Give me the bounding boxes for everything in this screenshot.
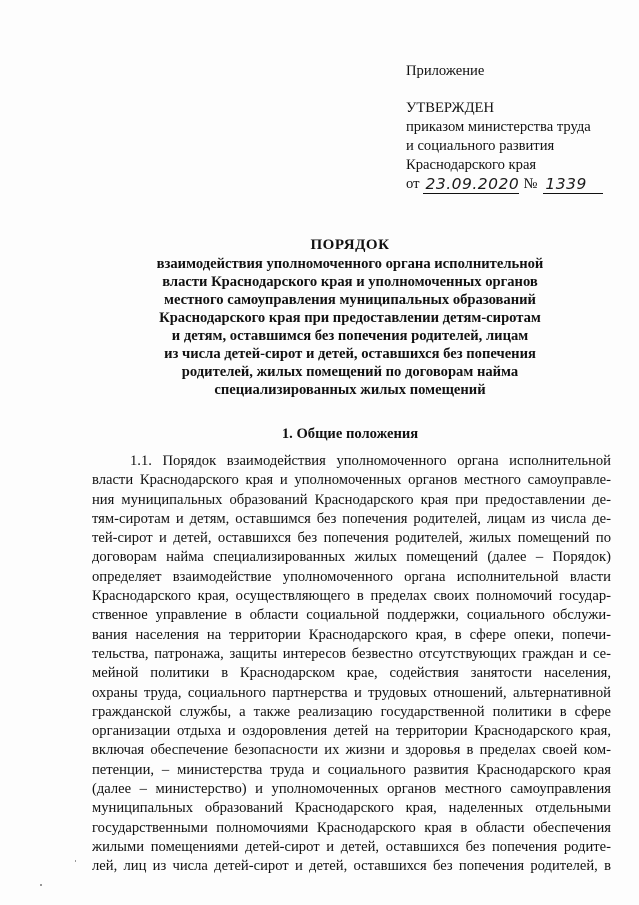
body-line: вания населения на территории Краснодарского края, в сфере опеки, попечи-	[92, 626, 611, 643]
approval-line: и социального развития	[406, 138, 555, 154]
body-line: гражданской службы, а также реализацию государственной политики в сфере	[92, 703, 611, 720]
body-line: тям-сиротам и детям, оставшимся без попечения родителей, лицам из числа де-	[92, 510, 611, 527]
body-line: петенции, – министерства труда и социального развития Краснодарского края	[92, 761, 611, 778]
body-line: власти Краснодарского края и уполномоченных органов местного самоуправле-	[92, 472, 611, 489]
body-line: договорам найма специализированных жилых помещений (далее – Порядок)	[92, 549, 611, 566]
body-line: (далее – министерство) и уполномоченных органов местного самоуправления	[92, 781, 611, 798]
title-line: Краснодарского края при предоставлении детям-сиротам	[159, 310, 541, 326]
body-line: ния муниципальных образований Краснодарского края при предоставлении де-	[92, 491, 611, 508]
body-line: определяет взаимодействие уполномоченного органа исполнительной власти	[92, 568, 611, 585]
body-line: 1.1. Порядок взаимодействия уполномоченного органа исполнительной	[130, 453, 611, 469]
date-prefix: от	[406, 176, 420, 192]
scan-speck	[40, 884, 42, 886]
title-line: родителей, жилых помещений по договорам найма	[181, 364, 519, 380]
approved-label: УТВЕРЖДЕН	[406, 100, 494, 116]
body-paragraph	[92, 452, 611, 877]
body-line: охраны труда, социального партнерства и трудовых отношений, альтернативной	[92, 684, 611, 701]
title-line: специализированных жилых помещений	[214, 382, 486, 398]
body-line: мейной политики в Краснодарском крае, содействия занятости населения,	[92, 665, 611, 682]
appendix-label: Приложение	[406, 63, 485, 79]
handwritten-date: 23.09.2020	[425, 175, 520, 193]
title-main: ПОРЯДОК	[310, 237, 390, 253]
body-line: организации отдыха и оздоровления детей на территории Краснодарского края,	[92, 723, 611, 740]
title-line: и детям, оставшимся без попечения родителей, лицам	[171, 328, 529, 344]
body-line: включая обеспечение безопасности их жизни и здоровья в пределах своей ком-	[92, 742, 611, 759]
order-date-number	[406, 175, 631, 194]
body-line: государственными полномочиями Краснодарского края в области обеспечения	[92, 819, 611, 836]
handwritten-number: 1339	[543, 176, 603, 194]
body-line: жилыми помещениями детей-сирот и детей, оставшихся без попечения родите-	[92, 838, 611, 855]
title-line: из числа детей-сирот и детей, оставшихся без попечения	[164, 346, 536, 362]
title-line: власти Краснодарского края и уполномоченных органов	[162, 274, 538, 290]
body-line: ственное управление в области социальной поддержки, социального обслужи-	[92, 607, 611, 624]
body-line: тей-сирот и детей, оставшихся без попечения родителей, жилых помещений по	[92, 530, 611, 547]
body-line: тельства, патронажа, защиты интересов безвестно отсутствующих граждан и се-	[92, 645, 611, 662]
number-sign: №	[523, 176, 538, 192]
scan-speck	[75, 860, 76, 862]
approval-line: Краснодарского края	[406, 157, 537, 173]
title-line: местного самоуправления муниципальных образований	[164, 292, 536, 308]
title-line: взаимодействия уполномоченного органа исполнительной	[156, 256, 544, 272]
body-line: лей, лиц из числа детей-сирот и детей, оставшихся без попечения родителей, в	[92, 858, 611, 875]
section-heading: 1. Общие положения	[281, 426, 419, 442]
approval-line: приказом министерства труда	[406, 119, 591, 135]
body-line: муниципальных образований Краснодарского края, наделенных отдельными	[92, 800, 611, 817]
document-title	[60, 236, 639, 399]
approval-block	[406, 62, 631, 194]
body-line: Краснодарского края, осуществляющего в пределах своих полномочий государ-	[92, 588, 611, 605]
